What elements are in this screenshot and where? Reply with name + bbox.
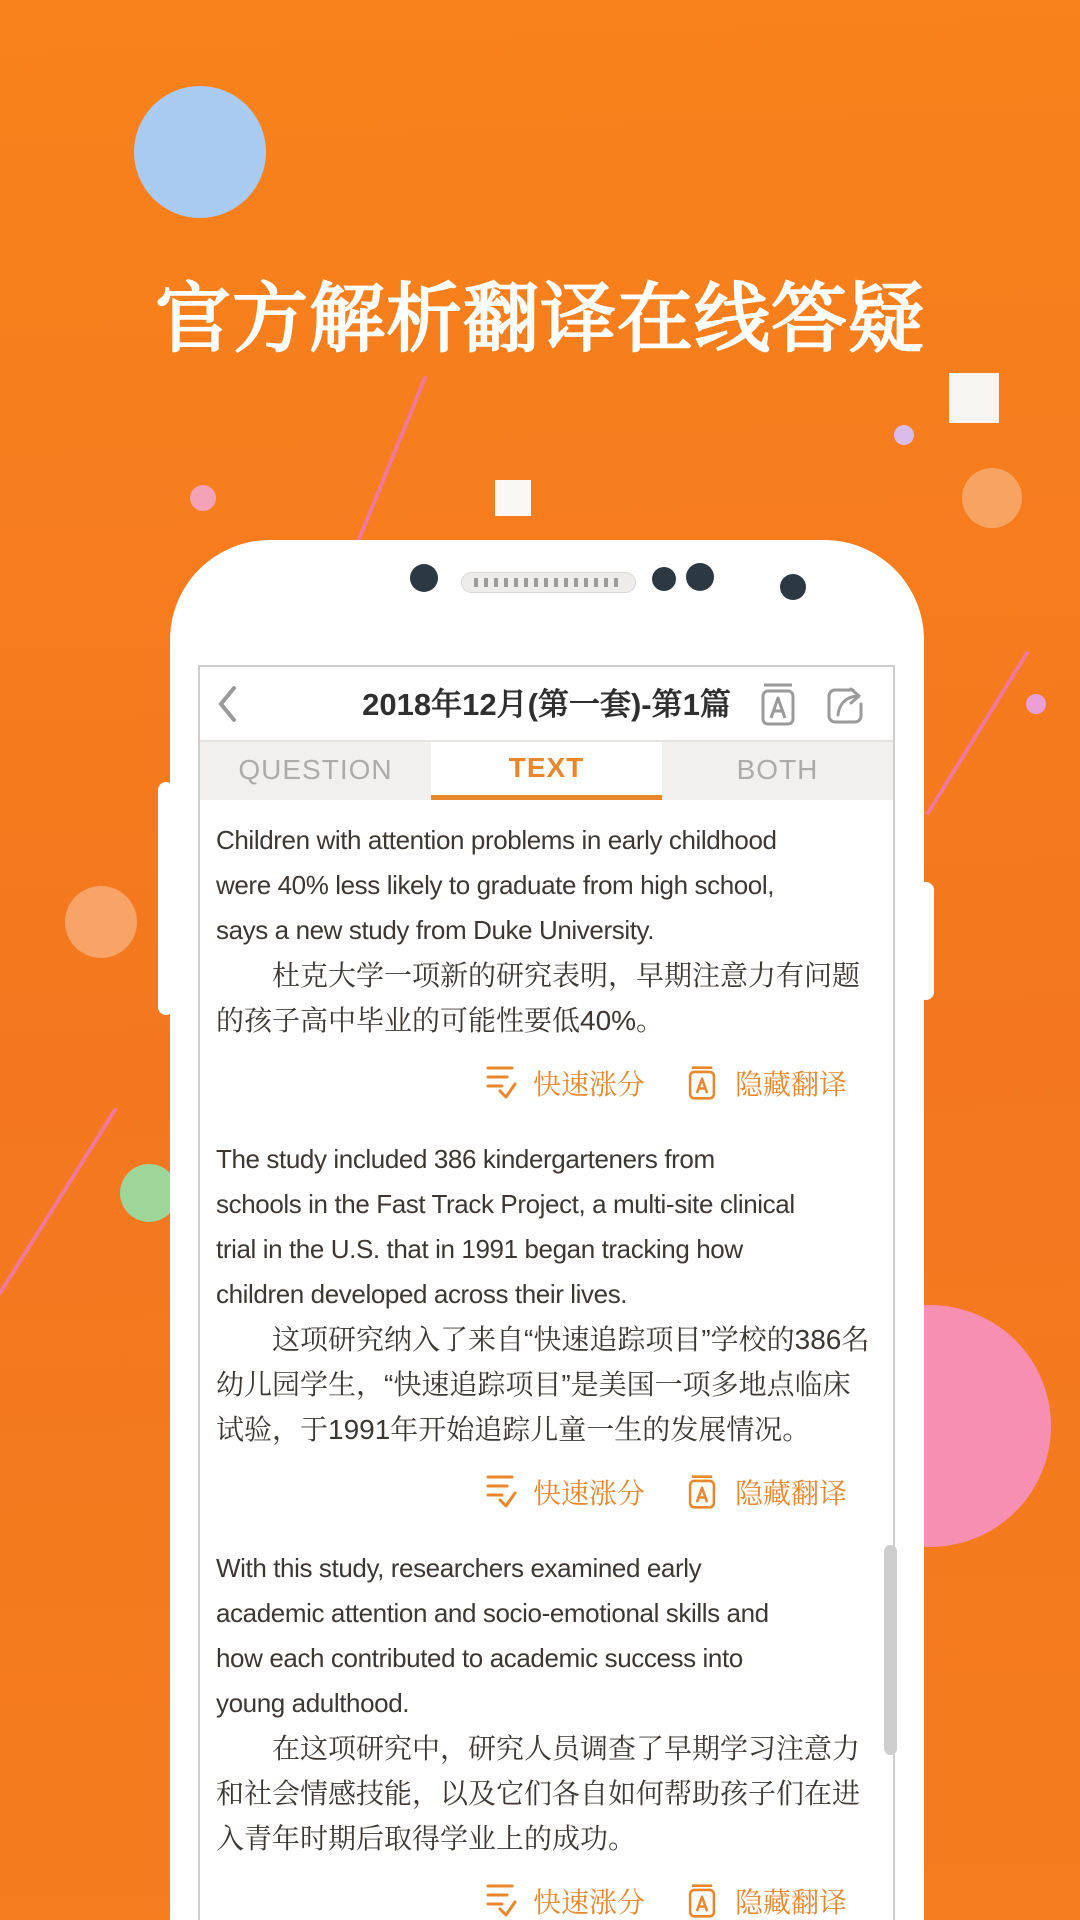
tab-both[interactable]: BOTH	[736, 754, 819, 785]
hide-translation-icon	[685, 1063, 719, 1103]
paragraph-english	[216, 1546, 877, 1726]
sensor-dot	[652, 567, 676, 591]
tab-bar	[200, 742, 893, 800]
text-line: Children with attention problems in early childhood	[216, 825, 777, 855]
paragraph-actions	[216, 1059, 847, 1107]
camera-dot	[686, 563, 714, 591]
article-body	[200, 800, 893, 1920]
text-line: 和社会情感技能，以及它们各自如何帮助孩子们在进	[216, 1778, 861, 1809]
text-line: With this study, researchers examined early	[216, 1553, 702, 1583]
paragraph-english	[216, 1137, 877, 1317]
sensor-dot	[780, 574, 806, 600]
text-line: trial in the U.S. that in 1991 began tracking how	[216, 1234, 743, 1264]
hide-translation-button[interactable]: 隐藏翻译	[734, 1887, 847, 1918]
speaker-holes	[474, 578, 624, 587]
text-line: 这项研究纳入了来自“快速追踪项目”学校的386名	[216, 1324, 870, 1355]
hide-translation-button[interactable]: 隐藏翻译	[734, 1069, 847, 1100]
hide-translation-icon	[685, 1881, 719, 1920]
app-screen	[198, 665, 895, 1920]
scrollbar-thumb[interactable]	[884, 1545, 897, 1755]
paragraph-translation	[216, 953, 877, 1043]
tab-text[interactable]: TEXT	[431, 742, 662, 800]
share-icon[interactable]	[825, 682, 865, 726]
page-title: 官方解析翻译在线答疑	[155, 277, 925, 362]
text-line: how each contributed to academic success into	[216, 1643, 743, 1673]
paragraph-actions	[216, 1468, 847, 1516]
text-line: 在这项研究中，研究人员调查了早期学习注意力	[216, 1733, 861, 1764]
text-line: The study included 386 kindergarteners from	[216, 1144, 715, 1174]
text-line: young adulthood.	[216, 1688, 410, 1718]
text-line: 杜克大学一项新的研究表明，早期注意力有问题	[216, 960, 861, 991]
app-header	[200, 667, 893, 742]
paragraph-actions	[216, 1877, 847, 1920]
speaker-grille	[461, 572, 636, 593]
paragraph-translation	[216, 1726, 877, 1861]
paragraph-translation	[216, 1317, 877, 1452]
quick-score-button[interactable]: 快速涨分	[532, 1069, 645, 1100]
quick-score-icon	[483, 1063, 517, 1103]
text-line: 入青年时期后取得学业上的成功。	[216, 1823, 637, 1854]
camera-dot	[410, 564, 438, 592]
text-line: 的孩子高中毕业的可能性要低40%。	[216, 1005, 665, 1036]
text-line: were 40% less likely to graduate from high school,	[216, 870, 775, 900]
text-line: academic attention and socio-emotional skills and	[216, 1598, 769, 1628]
quick-score-icon	[483, 1881, 517, 1920]
tab-question[interactable]: QUESTION	[238, 754, 393, 785]
quick-score-icon	[483, 1472, 517, 1512]
text-line: children developed across their lives.	[216, 1279, 628, 1309]
paragraph-english	[216, 818, 877, 953]
page-title: 2018年12月(第一套)-第1篇	[362, 687, 731, 722]
text-line: schools in the Fast Track Project, a multi-site clinical	[216, 1189, 795, 1219]
hide-translation-button[interactable]: 隐藏翻译	[734, 1478, 847, 1509]
hide-translation-icon	[685, 1472, 719, 1512]
font-size-icon[interactable]	[758, 682, 798, 726]
quick-score-button[interactable]: 快速涨分	[532, 1887, 645, 1918]
text-line: says a new study from Duke University.	[216, 915, 655, 945]
text-line: 试验，于1991年开始追踪儿童一生的发展情况。	[216, 1414, 811, 1445]
quick-score-button[interactable]: 快速涨分	[532, 1478, 645, 1509]
text-line: 幼儿园学生，“快速追踪项目”是美国一项多地点临床	[216, 1369, 851, 1400]
